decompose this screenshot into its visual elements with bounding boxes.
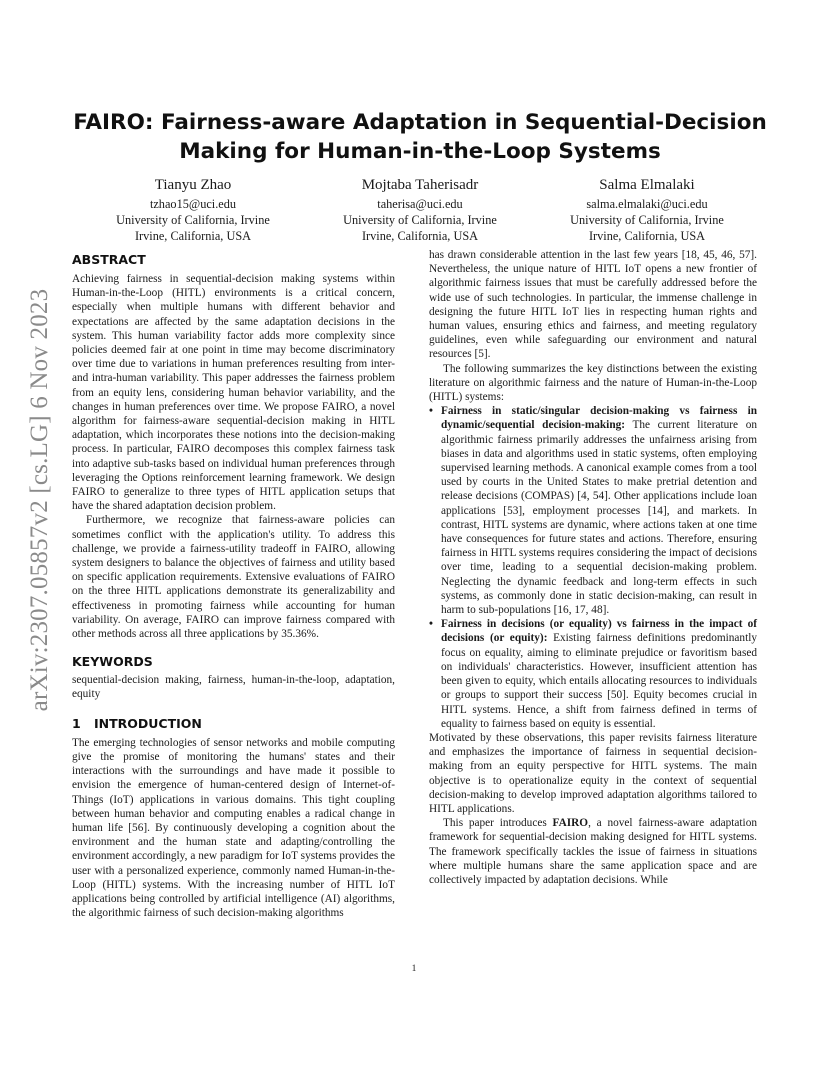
intro-text-start: This paper introduces — [443, 817, 553, 830]
author-location: Irvine, California, USA — [134, 229, 252, 244]
fairo-name: FAIRO — [552, 817, 589, 830]
introduction-continued-paragraph: has drawn considerable attention in the last few years [18, 45, 46, 57]. Nevertheless, the unique nature of HITL IoT opens a new frontier of algorithmic fairness issues that must be carefully addressed before the wide use of such technologies. In particular, the immense challenge in designing the future HITL IoT lies in respecting human rights and human values, ensuring ethics and fairness, and meeting regulatory guidelines, even while safeguarding our environment and natural resources [5]. — [429, 249, 757, 361]
abstract-heading: ABSTRACT — [72, 252, 146, 267]
section-title: INTRODUCTION — [94, 715, 202, 731]
left-column — [72, 252, 395, 920]
arxiv-identifier: arXiv:2307.05857v2 [cs.LG] 6 Nov 2023 — [26, 288, 53, 712]
bullet-text: The current literature on algorithmic fairness primarily addresses the unfairness arising from biases in data and algorithms used in static systems, often employing supervised learning methods. A canonical example comes from a tool used by courts in the United States to make pretrial detention and release decisions (COMPAS) [4, 54]. Other applications include loan applications [53], employment processes [14], and markets. In contrast, HITL systems are dynamic, where actions taken at one time have consequences for future states and actions. Therefore, ensuring fairness in HITL systems requires considering the impact of decisions over time, leading to a sequential decision-making problem. Neglecting the dynamic feedback and long-term effects in such systems, as commonly done in static decision-making, can result in harm to sub-populations [16, 17, 48]. — [441, 419, 758, 617]
author-3 — [534, 174, 760, 245]
author-affiliation: University of California, Irvine — [116, 213, 270, 228]
bullet-icon: • — [429, 618, 433, 631]
fairo-intro-paragraph — [429, 816, 757, 887]
title-line-2: Making for Human-in-the-Loop Systems — [179, 139, 661, 164]
keywords-heading: KEYWORDS — [72, 654, 153, 670]
summary-paragraph: The following summarizes the key distinctions between the existing literature on algorithmic fairness and the nature of Human-in-the-Loop (HITL) systems: — [429, 362, 757, 404]
author-name: Mojtaba Taherisadr — [361, 177, 479, 193]
abstract-paragraph-1: Achieving fairness in sequential-decision making systems within Human-in-the-Loop (HITL) environments is a critical concern, especially when multiple humans with different behavior and expectations are affected by the same adaptation decisions in the system. This human variability factor adds more complexity since policies deemed fair at one point in time may become discriminatory over time due to variations in human preferences resulting from inter- and intra-human variability. This paper addresses the fairness problem from an equity lens, considering human behavior variability, and the changes in human preferences over time. We propose FAIRO, a novel algorithm for fairness-aware sequential-decision making in HITL adaptation, which incorporates these notions into the decision-making process. In particular, FAIRO decomposes this complex fairness task into adaptive sub-tasks based on individual human preferences through leveraging the Options reinforcement learning framework. We design FAIRO to generalize to three types of HITL application setups that have the shared adaptation decision problem. — [72, 273, 395, 513]
author-name: Tianyu Zhao — [154, 177, 232, 193]
bullet-icon: • — [429, 405, 433, 418]
list-item — [429, 404, 757, 617]
author-affiliation: University of California, Irvine — [343, 213, 497, 228]
author-2 — [307, 174, 533, 245]
arxiv-sidebar-stamp — [10, 290, 70, 710]
right-column — [429, 248, 757, 887]
page-number: 1 — [411, 964, 417, 974]
introduction-heading — [72, 716, 395, 732]
author-affiliation: University of California, Irvine — [570, 213, 724, 228]
intro-text-end: , a novel fairness-aware adaptation framework for sequential-decision making designed for HITL systems. The framework specifically tackles the issue of fairness in situations where multiple humans share the same application space and are collectively impacted by adaptation decisions. While — [429, 817, 757, 886]
title-line-1: FAIRO: Fairness-aware Adaptation in Sequential-Decision — [73, 110, 767, 135]
bullet-title: Fairness in decisions (or equality) vs fairness in the impact of decisions (or equity): — [441, 618, 757, 645]
author-email[interactable]: salma.elmalaki@uci.edu — [586, 197, 708, 211]
author-location: Irvine, California, USA — [361, 229, 479, 244]
section-number: 1 — [72, 715, 81, 731]
author-1 — [80, 174, 306, 245]
paper-title — [70, 108, 770, 166]
author-email[interactable]: tzhao15@uci.edu — [149, 197, 237, 211]
bullet-title: Fairness in static/singular decision-making vs fairness in dynamic/sequential decision-making: — [441, 405, 757, 432]
introduction-paragraph-1: The emerging technologies of sensor networks and mobile computing give the promise of monitoring the humans' states and their interactions with the surroundings and have made it possible to envision the emergence of human-centered design of Internet-of-Things (IoT) applications in various domains. This tight coupling between human behavior and computing enables a radical change in human life [56]. By continuously developing a cognition about the environment and the human state and adapting/controlling the environment accordingly, a new paradigm for IoT systems provides the user with a personalized experience, commonly named Human-in-the-Loop (HITL) systems. With the increasing number of HITL IoT applications being controlled by artificial intelligence (AI) algorithms, the algorithmic fairness of such decision-making algorithms — [72, 736, 395, 920]
author-block — [80, 174, 760, 245]
author-email[interactable]: taherisa@uci.edu — [377, 197, 463, 211]
distinctions-list — [429, 404, 757, 731]
motivation-paragraph: Motivated by these observations, this paper revisits fairness literature and emphasizes the importance of fairness in sequential decision-making from an equity perspective for HITL systems. The main objective is to operationalize equity in the context of sequential decision-making to develop improved adaptation algorithms tailored to HITL applications. — [429, 731, 757, 815]
list-item — [429, 617, 757, 731]
abstract-paragraph-2: Furthermore, we recognize that fairness-aware policies can sometimes conflict with the application's utility. To address this challenge, we provide a fairness-utility tradeoff in FAIRO, allowing system designers to balance the objectives of fairness and utility based on specific application requirements. Extensive evaluations of FAIRO on the three HITL applications demonstrate its generalizability and effectiveness in promoting fairness while accounting for human variability. On average, FAIRO can improve fairness compared with other methods across all three applications by 35.36%. — [72, 514, 395, 641]
author-name: Salma Elmalaki — [599, 177, 695, 193]
bullet-text: Existing fairness definitions predominantly focus on equality, aiming to eliminate prejudice or favoritism based on individuals' characteristics. However, insufficient attention has been given to equity, which entails allocating resources to individuals or groups to support their success [50]. Equity becomes crucial in HITL systems. Hence, a shift from fairness defined in terms of equality to fairness based on equity is essential. — [441, 632, 757, 730]
author-location: Irvine, California, USA — [588, 229, 706, 244]
keywords-text: sequential-decision making, fairness, human-in-the-loop, adaptation, equity — [72, 674, 395, 701]
